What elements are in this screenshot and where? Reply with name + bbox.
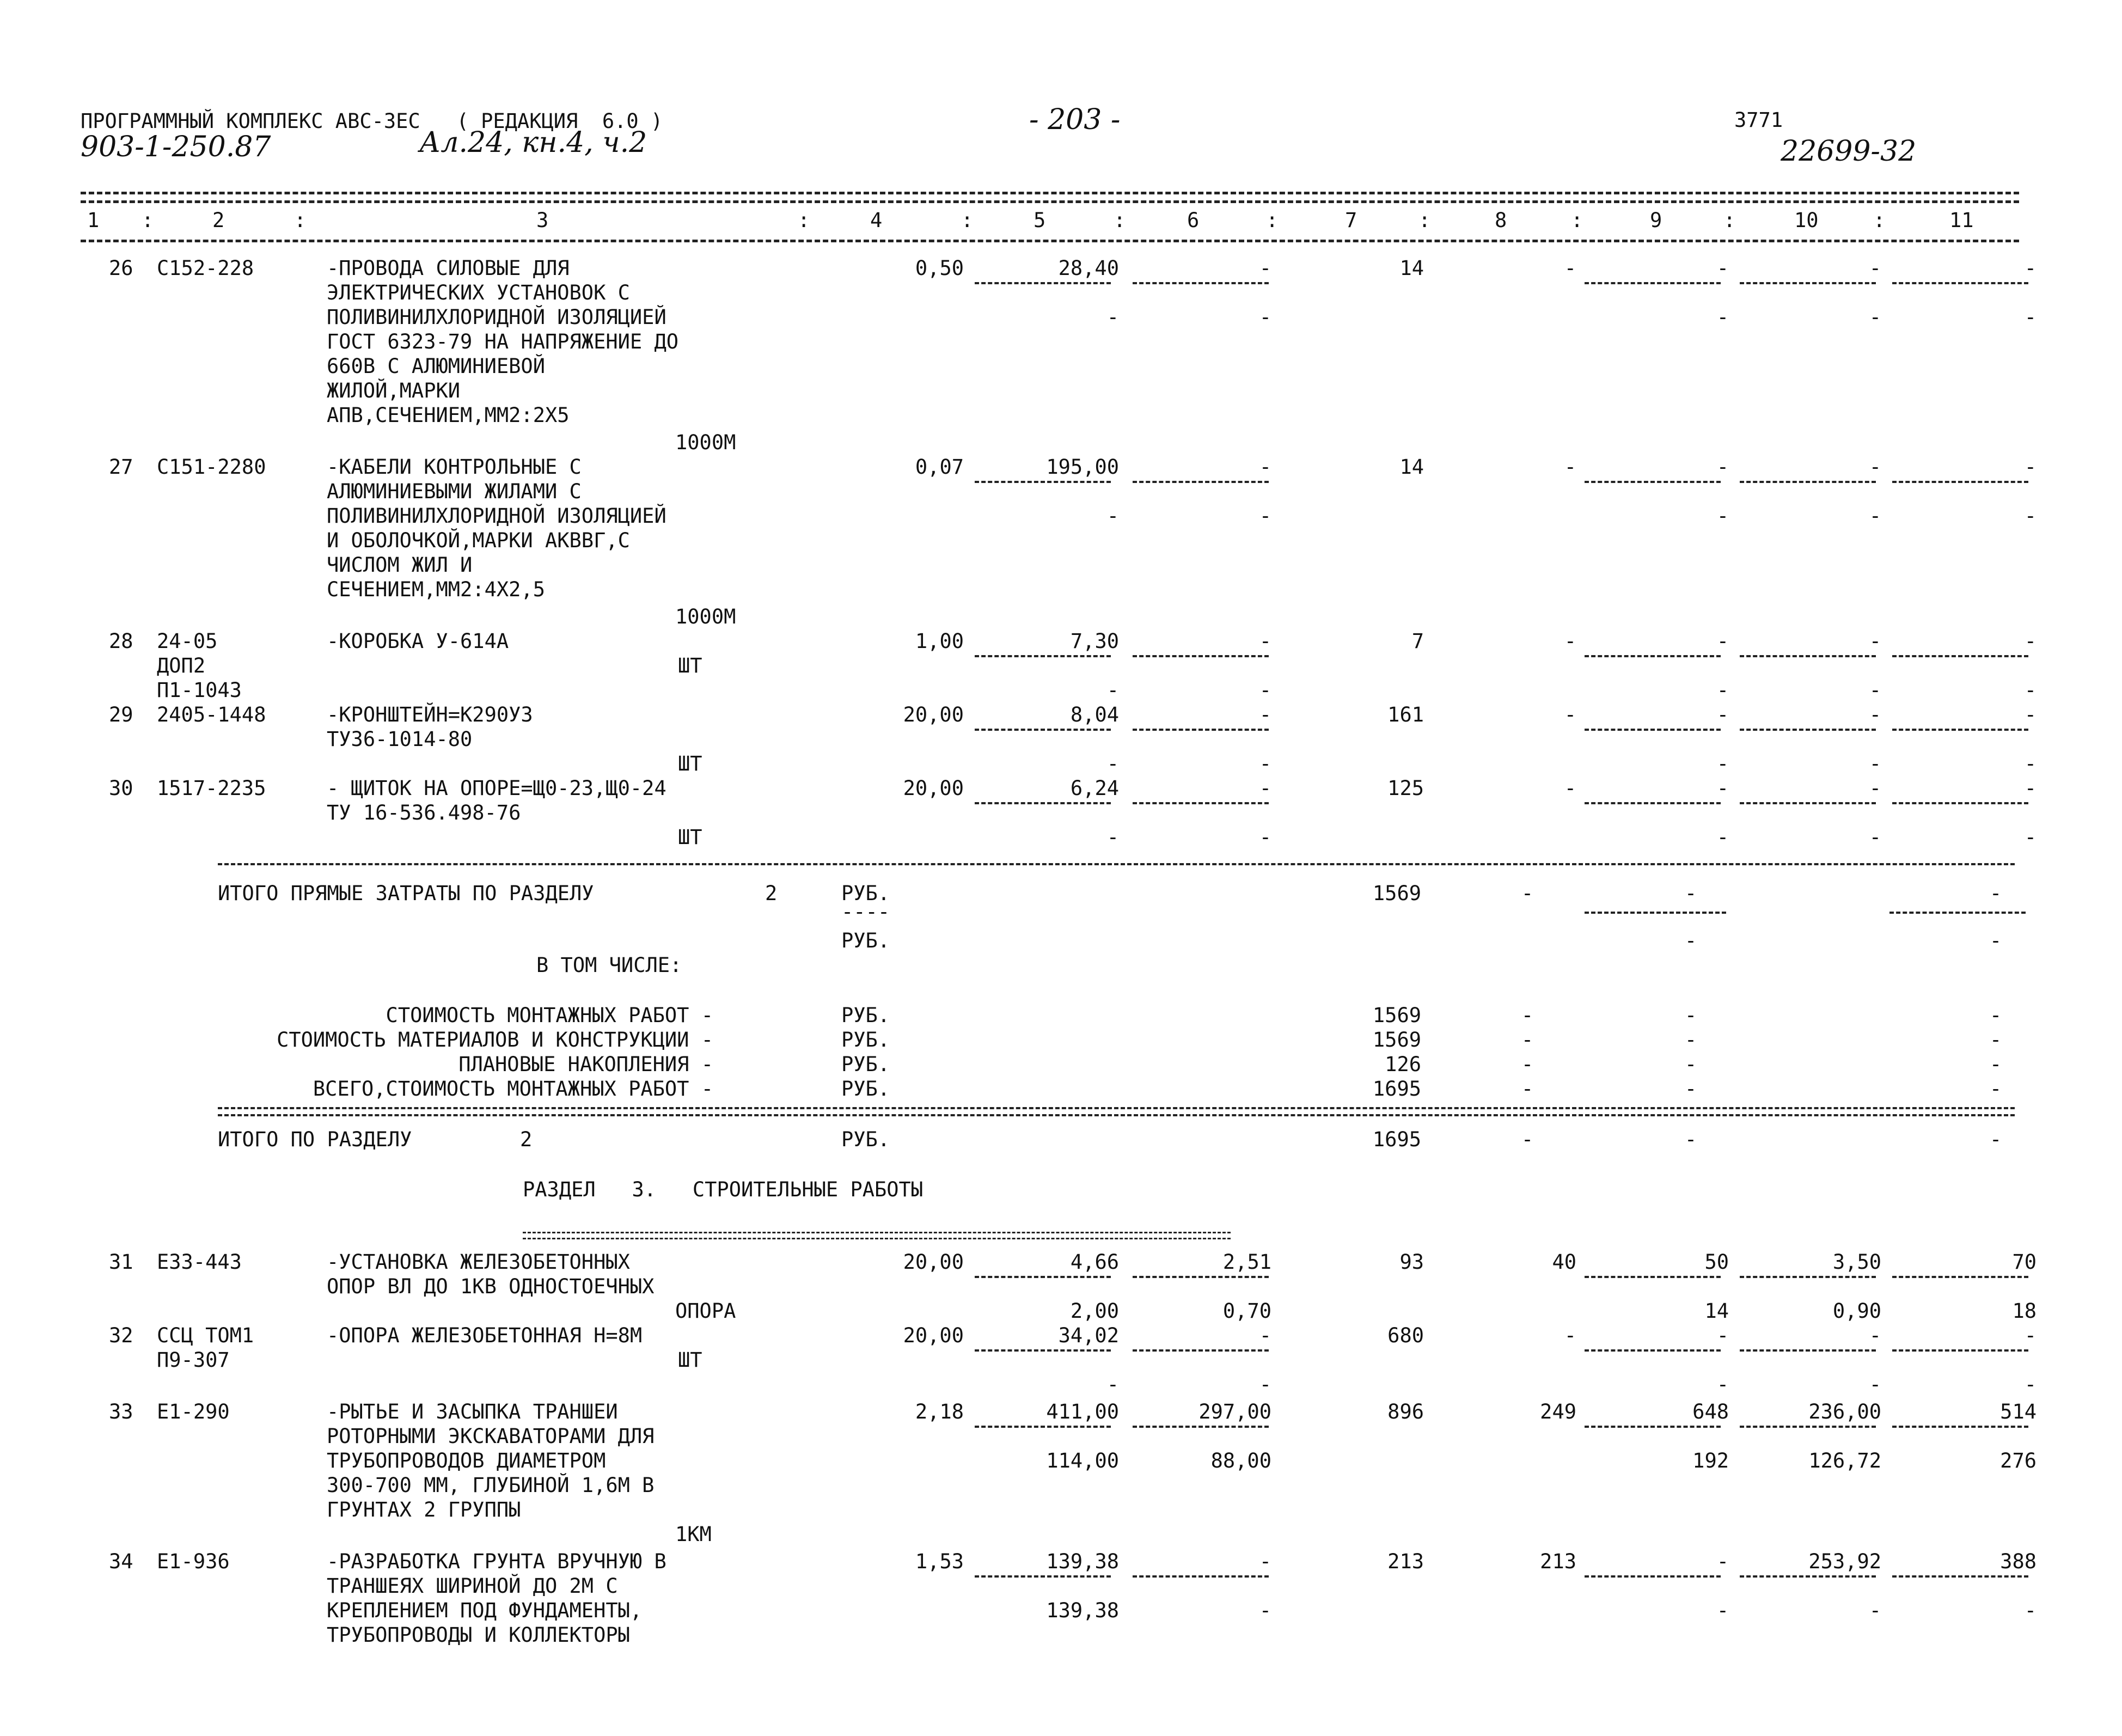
row-c6-rule [1133, 1426, 1269, 1428]
row-col8: - [1564, 455, 1576, 479]
row-unit: ОПОРА [675, 1299, 736, 1323]
breakdown-col7: 1569 [1372, 1028, 1421, 1052]
col-sep: : [798, 209, 810, 232]
direct-costs-col11-rule [1889, 912, 2026, 914]
row-col10: - [1869, 629, 1881, 653]
row-col11-lower: - [2024, 1373, 2037, 1396]
row-col9: - [1716, 629, 1729, 653]
col-1: 1 [87, 209, 100, 232]
breakdown-col11: - [1989, 1053, 2002, 1076]
row-col11-lower: - [2024, 826, 2037, 849]
row-col7: 680 [1387, 1324, 1424, 1347]
row-col9: - [1716, 455, 1729, 479]
breakdown-unit: РУБ. [841, 1053, 890, 1076]
col-10: 10 [1794, 209, 1819, 232]
row-col5: 34,02 [1058, 1324, 1119, 1347]
row-col5: 195,00 [1046, 455, 1119, 479]
section-total-separator [218, 1107, 2015, 1109]
row-code: 1517-2235 [157, 777, 266, 800]
row-col5-lower: 2,00 [1070, 1299, 1119, 1323]
row-col6-lower: - [1259, 826, 1271, 849]
breakdown-col11: - [1989, 1028, 2002, 1052]
breakdown-col9: - [1684, 1077, 1697, 1101]
row-c9-rule [1585, 802, 1721, 804]
row-number: 31 [109, 1250, 133, 1274]
section-total-col8: - [1521, 1128, 1534, 1151]
row-col7: 125 [1387, 777, 1424, 800]
row-c6-rule [1133, 1276, 1269, 1278]
row-col8: 213 [1540, 1550, 1576, 1573]
row-col6: - [1259, 1550, 1271, 1573]
header-bottom-separator [81, 240, 2019, 242]
row-col9-lower: - [1716, 1599, 1729, 1622]
row-col8: - [1564, 1324, 1576, 1347]
row-c11-rule [1892, 1426, 2028, 1428]
col-sep: : [1418, 209, 1431, 232]
row-c9-rule [1585, 481, 1721, 483]
row-col10-lower: - [1869, 305, 1881, 329]
breakdown-col8: - [1521, 1053, 1534, 1076]
row-c6-rule [1133, 1575, 1269, 1578]
direct-costs-label: ИТОГО ПРЯМЫЕ ЗАТРАТЫ ПО РАЗДЕЛУ [218, 882, 594, 905]
breakdown-label: ПЛАНОВЫЕ НАКОПЛЕНИЯ - [458, 1053, 713, 1076]
top-separator [81, 192, 2019, 194]
breakdown-col7: 126 [1385, 1053, 1421, 1076]
row-col11: - [2024, 777, 2037, 800]
row-code: 24-05 ДОП2 П1-1043 [157, 629, 242, 702]
row-col5: 7,30 [1070, 629, 1119, 653]
row-col10-lower: - [1869, 504, 1881, 528]
row-unit: 1КМ [675, 1523, 712, 1546]
row-c6-rule [1133, 729, 1269, 731]
row-code: Е33-443 [157, 1250, 242, 1274]
row-col10: - [1869, 1324, 1881, 1347]
row-col9: - [1716, 703, 1729, 726]
row-col11: - [2024, 1324, 2037, 1347]
row-c11-rule [1892, 1276, 2028, 1278]
row-qty: 20,00 [903, 1324, 964, 1347]
row-col9-lower: - [1716, 1373, 1729, 1396]
row-col10-lower: 0,90 [1832, 1299, 1881, 1323]
row-qty: 1,53 [915, 1550, 964, 1573]
row-col10-lower: - [1869, 678, 1881, 702]
row-col5-lower: - [1106, 752, 1119, 775]
row-c10-rule [1740, 1349, 1876, 1352]
breakdown-unit: РУБ. [841, 1004, 890, 1027]
row-number: 29 [109, 703, 133, 726]
breakdown-col8: - [1521, 1077, 1534, 1101]
row-col7: 161 [1387, 703, 1424, 726]
row-col8: 249 [1540, 1400, 1576, 1423]
direct-costs-col11b: - [1989, 929, 2002, 952]
row-col6-lower: - [1259, 1373, 1271, 1396]
breakdown-unit: РУБ. [841, 1028, 890, 1052]
direct-costs-unit-2: РУБ. [841, 929, 890, 952]
col-sep: : [1266, 209, 1279, 232]
row-col11-lower: 276 [2000, 1449, 2037, 1472]
row-code: Е1-936 [157, 1550, 230, 1573]
row-col6-lower: - [1259, 678, 1271, 702]
breakdown-label: ВСЕГО,СТОИМОСТЬ МОНТАЖНЫХ РАБОТ - [313, 1077, 713, 1101]
row-c9-rule [1585, 655, 1721, 657]
row-c10-rule [1740, 1276, 1876, 1278]
row-c5-rule [975, 1575, 1111, 1578]
row-col10-lower: - [1869, 826, 1881, 849]
row-number: 28 [109, 629, 133, 653]
row-col6: - [1259, 703, 1271, 726]
row-number: 33 [109, 1400, 133, 1423]
col-sep: : [1571, 209, 1583, 232]
breakdown-unit: РУБ. [841, 1077, 890, 1101]
row-code: С152-228 [157, 256, 254, 280]
row-col8: - [1564, 703, 1576, 726]
col-3: 3 [536, 209, 549, 232]
direct-costs-col9: - [1684, 882, 1697, 905]
row-number: 34 [109, 1550, 133, 1573]
row-col10: 3,50 [1832, 1250, 1881, 1274]
row-col5-lower: 139,38 [1046, 1599, 1119, 1622]
row-col7: 896 [1387, 1400, 1424, 1423]
row-code: 2405-1448 [157, 703, 266, 726]
row-description: -РЫТЬЕ И ЗАСЫПКА ТРАНШЕИ РОТОРНЫМИ ЭКСКАВАТОРАМИ ДЛЯ ТРУБОПРОВОДОВ ДИАМЕТРОМ 300-700 ММ, ГЛУБИНОЙ 1,6М В ГРУНТАХ 2 ГРУППЫ [327, 1400, 655, 1521]
row-c6-rule [1133, 1349, 1269, 1352]
row-col11: 70 [2012, 1250, 2037, 1274]
row-c11-rule [1892, 729, 2028, 731]
row-number: 27 [109, 455, 133, 479]
row-code: Е1-290 [157, 1400, 230, 1423]
row-c6-rule [1133, 282, 1269, 284]
row-col9: - [1716, 1550, 1729, 1573]
row-c5-rule [975, 802, 1111, 804]
row-col9: - [1716, 1324, 1729, 1347]
row-col5: 411,00 [1046, 1400, 1119, 1423]
row-col6: - [1259, 455, 1271, 479]
row-c9-rule [1585, 1426, 1721, 1428]
row-c5-rule [975, 729, 1111, 731]
row-description: -ОПОРА ЖЕЛЕЗОБЕТОННАЯ Н=8М [327, 1324, 643, 1347]
row-col11: 388 [2000, 1550, 2037, 1573]
row-number: 26 [109, 256, 133, 280]
col-5: 5 [1034, 209, 1046, 232]
row-col11-lower: 18 [2012, 1299, 2037, 1323]
direct-costs-section: 2 [765, 882, 778, 905]
row-col9-lower: - [1716, 826, 1729, 849]
row-qty: 2,18 [915, 1400, 964, 1423]
row-c6-rule [1133, 481, 1269, 483]
row-col9: 648 [1692, 1400, 1729, 1423]
row-col10-lower: - [1869, 1373, 1881, 1396]
row-c9-rule [1585, 729, 1721, 731]
row-col5: 6,24 [1070, 777, 1119, 800]
row-c11-rule [1892, 282, 2028, 284]
row-c10-rule [1740, 481, 1876, 483]
album-reference: Ал.24, кн.4, ч.2 [419, 126, 647, 159]
row-col5: 28,40 [1058, 256, 1119, 280]
row-description: -УСТАНОВКА ЖЕЛЕЗОБЕТОННЫХ ОПОР ВЛ ДО 1КВ ОДНОСТОЕЧНЫХ [327, 1250, 655, 1298]
row-col5: 4,66 [1070, 1250, 1119, 1274]
col-sep: : [294, 209, 307, 232]
row-col10-lower: - [1869, 1599, 1881, 1622]
totals-separator [218, 863, 2015, 865]
row-col6-lower: - [1259, 504, 1271, 528]
col-sep: : [961, 209, 974, 232]
row-col10-lower: - [1869, 752, 1881, 775]
row-col6: - [1259, 629, 1271, 653]
row-col8: 40 [1552, 1250, 1576, 1274]
section-total-col9: - [1684, 1128, 1697, 1151]
row-c5-rule [975, 1426, 1111, 1428]
row-col9-lower: 14 [1704, 1299, 1729, 1323]
row-col7: 213 [1387, 1550, 1424, 1573]
col-2: 2 [212, 209, 225, 232]
breakdown-label: СТОИМОСТЬ МАТЕРИАЛОВ И КОНСТРУКЦИИ - [277, 1028, 713, 1052]
row-col11-lower: - [2024, 678, 2037, 702]
col-6: 6 [1187, 209, 1200, 232]
direct-costs-col7: 1569 [1372, 882, 1421, 905]
row-description: - ЩИТОК НА ОПОРЕ=Щ0-23,Щ0-24 ТУ 16-536.498-76 [327, 777, 666, 824]
unit-underline: ---- [841, 900, 890, 924]
row-unit: ШТ [678, 752, 702, 775]
row-description: -КАБЕЛИ КОНТРОЛЬНЫЕ С АЛЮМИНИЕВЫМИ ЖИЛАМИ С ПОЛИВИНИЛХЛОРИДНОЙ ИЗОЛЯЦИЕЙ И ОБОЛОЧКОЙ,МАРКИ АКВВГ,С ЧИСЛОМ ЖИЛ И СЕЧЕНИЕМ,ММ2:4Х2,5 [327, 455, 666, 601]
row-qty: 0,50 [915, 256, 964, 280]
row-col9-lower: - [1716, 504, 1729, 528]
row-col7: 14 [1399, 256, 1424, 280]
row-col9: - [1716, 256, 1729, 280]
row-col11-lower: - [2024, 752, 2037, 775]
row-c10-rule [1740, 729, 1876, 731]
row-col5: 8,04 [1070, 703, 1119, 726]
project-number: 903-1-250.87 [81, 131, 271, 163]
breakdown-col9: - [1684, 1053, 1697, 1076]
row-col5-lower: - [1106, 1373, 1119, 1396]
breakdown-col8: - [1521, 1004, 1534, 1027]
top-separator-2 [81, 200, 2019, 203]
row-col7: 93 [1399, 1250, 1424, 1274]
breakdown-col9: - [1684, 1004, 1697, 1027]
row-col10: - [1869, 256, 1881, 280]
section-total-col11: - [1989, 1128, 2002, 1151]
row-col6: - [1259, 256, 1271, 280]
row-unit: ШТ [678, 654, 702, 677]
row-col5-lower: 114,00 [1046, 1449, 1119, 1472]
row-col11-lower: - [2024, 504, 2037, 528]
row-unit: ШТ [678, 826, 702, 849]
row-code: С151-2280 [157, 455, 266, 479]
row-qty: 20,00 [903, 1250, 964, 1274]
row-c11-rule [1892, 1575, 2028, 1578]
row-c5-rule [975, 282, 1111, 284]
row-col11: - [2024, 703, 2037, 726]
row-c10-rule [1740, 282, 1876, 284]
row-col6: 297,00 [1198, 1400, 1271, 1423]
row-col5-lower: - [1106, 305, 1119, 329]
row-col11-lower: - [2024, 1599, 2037, 1622]
direct-costs-col11: - [1989, 882, 2002, 905]
row-c11-rule [1892, 655, 2028, 657]
row-col9: - [1716, 777, 1729, 800]
row-unit: ШТ [678, 1348, 702, 1372]
row-col6: - [1259, 777, 1271, 800]
print-code: 3771 [1734, 108, 1783, 132]
row-c9-rule [1585, 1575, 1721, 1578]
row-col11: - [2024, 455, 2037, 479]
row-c10-rule [1740, 655, 1876, 657]
row-c9-rule [1585, 1349, 1721, 1352]
row-col6-lower: 88,00 [1210, 1449, 1271, 1472]
including-label: В ТОМ ЧИСЛЕ: [536, 953, 682, 977]
row-col10: 236,00 [1808, 1400, 1881, 1423]
row-col10: - [1869, 703, 1881, 726]
row-qty: 20,00 [903, 703, 964, 726]
section-total-separator-2 [218, 1114, 2015, 1116]
row-col9-lower: - [1716, 752, 1729, 775]
row-col11-lower: - [2024, 305, 2037, 329]
row-col6-lower: - [1259, 1599, 1271, 1622]
row-col11: 514 [2000, 1400, 2037, 1423]
row-col6-lower: - [1259, 752, 1271, 775]
row-unit: 1000М [675, 605, 736, 628]
row-description: -КРОНШТЕЙН=К290У3 ТУ36-1014-80 [327, 703, 533, 751]
document-number: 22699-32 [1781, 135, 1917, 168]
row-description: -КОРОБКА У-614А [327, 629, 509, 653]
col-11: 11 [1949, 209, 1974, 232]
breakdown-col9: - [1684, 1028, 1697, 1052]
row-number: 30 [109, 777, 133, 800]
row-c5-rule [975, 481, 1111, 483]
col-sep: : [1723, 209, 1736, 232]
row-c10-rule [1740, 1426, 1876, 1428]
breakdown-col7: 1569 [1372, 1004, 1421, 1027]
row-col6: - [1259, 1324, 1271, 1347]
row-col10: - [1869, 777, 1881, 800]
row-c11-rule [1892, 481, 2028, 483]
row-c11-rule [1892, 802, 2028, 804]
breakdown-col11: - [1989, 1077, 2002, 1101]
row-code: ССЦ ТОМ1 П9-307 [157, 1324, 254, 1372]
row-col9-lower: - [1716, 305, 1729, 329]
row-col9: 50 [1704, 1250, 1729, 1274]
row-col9-lower: - [1716, 678, 1729, 702]
row-col10-lower: 126,72 [1808, 1449, 1881, 1472]
row-c5-rule [975, 655, 1111, 657]
row-qty: 0,07 [915, 455, 964, 479]
row-col8: - [1564, 777, 1576, 800]
col-9: 9 [1650, 209, 1662, 232]
section-total-number: 2 [520, 1128, 533, 1151]
row-col5: 139,38 [1046, 1550, 1119, 1573]
row-c9-rule [1585, 1276, 1721, 1278]
row-c5-rule [975, 1349, 1111, 1352]
breakdown-col11: - [1989, 1004, 2002, 1027]
row-description: -РАЗРАБОТКА ГРУНТА ВРУЧНУЮ В ТРАНШЕЯХ ШИРИНОЙ ДО 2М С КРЕПЛЕНИЕМ ПОД ФУНДАМЕНТЫ, ТРУБОПРОВОДЫ И КОЛЛЕКТОРЫ [327, 1550, 666, 1647]
row-col5-lower: - [1106, 678, 1119, 702]
section-3-underline [523, 1232, 1231, 1239]
section-total-unit: РУБ. [841, 1128, 890, 1151]
program-title: ПРОГРАММНЫЙ КОМПЛЕКС АВС-ЗЕС ( РЕДАКЦИЯ 6.0 ) [81, 109, 663, 133]
section-3-title: РАЗДЕЛ 3. СТРОИТЕЛЬНЫЕ РАБОТЫ [523, 1178, 924, 1201]
breakdown-col8: - [1521, 1028, 1534, 1052]
col-sep: : [1114, 209, 1126, 232]
row-qty: 1,00 [915, 629, 964, 653]
section-total-col7: 1695 [1372, 1128, 1421, 1151]
row-c9-rule [1585, 282, 1721, 284]
row-c10-rule [1740, 802, 1876, 804]
row-col8: - [1564, 629, 1576, 653]
row-c6-rule [1133, 655, 1269, 657]
direct-costs-col9-rule [1585, 912, 1726, 914]
col-8: 8 [1495, 209, 1507, 232]
col-sep: : [1873, 209, 1886, 232]
breakdown-col7: 1695 [1372, 1077, 1421, 1101]
row-col11: - [2024, 256, 2037, 280]
row-c6-rule [1133, 802, 1269, 804]
row-number: 32 [109, 1324, 133, 1347]
row-description: -ПРОВОДА СИЛОВЫЕ ДЛЯ ЭЛЕКТРИЧЕСКИХ УСТАНОВОК С ПОЛИВИНИЛХЛОРИДНОЙ ИЗОЛЯЦИЕЙ ГОСТ 6323-79 НА НАПРЯЖЕНИЕ ДО 660В С АЛЮМИНИЕВОЙ ЖИЛОЙ,МАРКИ АПВ,СЕЧЕНИЕМ,ММ2:2Х5 [327, 256, 679, 427]
row-col11: - [2024, 629, 2037, 653]
row-qty: 20,00 [903, 777, 964, 800]
row-c10-rule [1740, 1575, 1876, 1578]
row-c5-rule [975, 1276, 1111, 1278]
breakdown-label: СТОИМОСТЬ МОНТАЖНЫХ РАБОТ - [386, 1004, 713, 1027]
row-col6: 2,51 [1222, 1250, 1271, 1274]
row-unit: 1000М [675, 431, 736, 454]
row-col7: 14 [1399, 455, 1424, 479]
row-col10: - [1869, 455, 1881, 479]
row-col5-lower: - [1106, 504, 1119, 528]
col-7: 7 [1345, 209, 1357, 232]
row-col9-lower: 192 [1692, 1449, 1729, 1472]
col-sep: : [142, 209, 154, 232]
row-col7: 7 [1411, 629, 1424, 653]
row-col8: - [1564, 256, 1576, 280]
page-number: - 203 - [1029, 103, 1121, 136]
col-4: 4 [870, 209, 883, 232]
row-col10: 253,92 [1808, 1550, 1881, 1573]
row-col6-lower: 0,70 [1222, 1299, 1271, 1323]
row-col5-lower: - [1106, 826, 1119, 849]
row-col6-lower: - [1259, 305, 1271, 329]
direct-costs-col9b: - [1684, 929, 1697, 952]
section-total-label: ИТОГО ПО РАЗДЕЛУ [218, 1128, 412, 1151]
direct-costs-unit: РУБ. [841, 882, 890, 905]
row-c11-rule [1892, 1349, 2028, 1352]
direct-costs-col8: - [1521, 882, 1534, 905]
